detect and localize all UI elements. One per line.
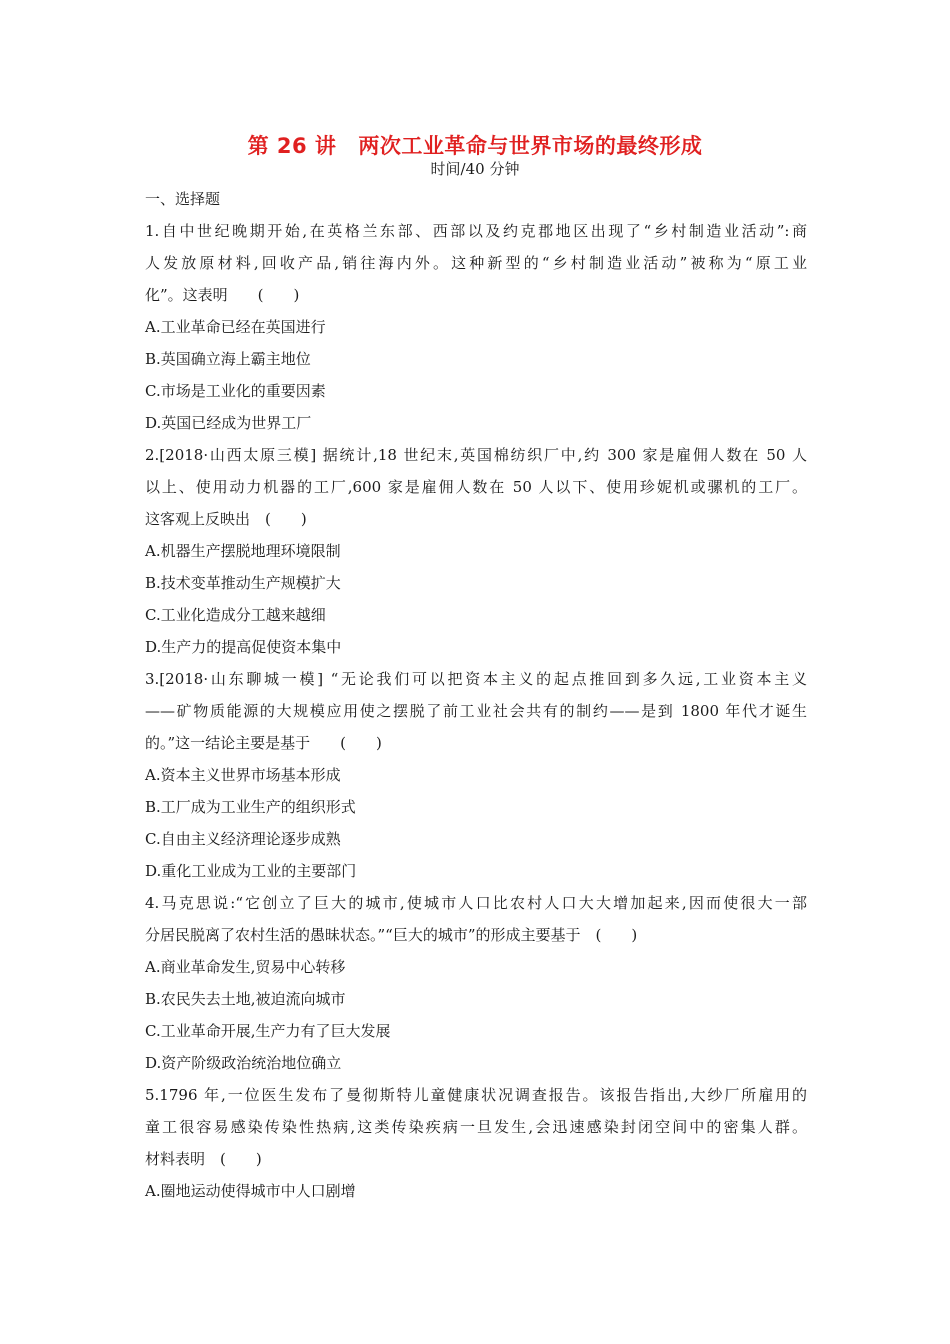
question-2-option-d: D.生产力的提高促使资本集中	[145, 638, 342, 656]
question-5-line-1: 5.1796 年,一位医生发布了曼彻斯特儿童健康状况调查报告。该报告指出,大纱厂所雇用的	[145, 1086, 807, 1104]
question-3-option-c: C.自由主义经济理论逐步成熟	[145, 830, 341, 848]
question-4-option-a: A.商业革命发生,贸易中心转移	[145, 958, 346, 976]
question-3-option-d: D.重化工业成为工业的主要部门	[145, 862, 357, 880]
question-1-line-3: 化”。这表明 ( )	[145, 286, 300, 304]
question-3-line-1: 3.[2018·山东聊城一模] “无论我们可以把资本主义的起点推回到多久远,工业资本主义	[145, 670, 807, 688]
question-5-line-2: 童工很容易感染传染性热病,这类传染疾病一旦发生,会迅速感染封闭空间中的密集人群。	[145, 1118, 807, 1136]
question-2-line-3: 这客观上反映出 ( )	[145, 510, 307, 528]
lecture-title: 两次工业革命与世界市场的最终形成	[358, 134, 703, 158]
question-3-line-3: 的。”这一结论主要是基于 ( )	[145, 734, 382, 752]
question-2-option-b: B.技术变革推动生产规模扩大	[145, 574, 341, 592]
question-2-line-2: 以上、使用动力机器的工厂,600 家是雇佣人数在 50 人以下、使用珍妮机或骡机的工厂。	[145, 478, 807, 496]
question-2-line-1: 2.[2018·山西太原三模] 据统计,18 世纪末,英国棉纺织厂中,约 300 家是雇佣人数在 50 人	[145, 446, 807, 464]
question-3-option-a: A.资本主义世界市场基本形成	[145, 766, 341, 784]
question-5-option-a: A.圈地运动使得城市中人口剧增	[145, 1182, 356, 1200]
question-4-option-c: C.工业革命开展,生产力有了巨大发展	[145, 1022, 391, 1040]
question-4-option-d: D.资产阶级政治统治地位确立	[145, 1054, 342, 1072]
question-2-option-c: C.工业化造成分工越来越细	[145, 606, 326, 624]
question-3-option-b: B.工厂成为工业生产的组织形式	[145, 798, 356, 816]
question-1-option-b: B.英国确立海上霸主地位	[145, 350, 311, 368]
page-title	[0, 130, 950, 160]
question-1-line-1: 1.自中世纪晚期开始,在英格兰东部、西部以及约克郡地区出现了“乡村制造业活动”:商	[145, 222, 807, 240]
question-4-option-b: B.农民失去土地,被迫流向城市	[145, 990, 346, 1008]
question-1-option-a: A.工业革命已经在英国进行	[145, 318, 326, 336]
question-2-option-a: A.机器生产摆脱地理环境限制	[145, 542, 341, 560]
question-4-line-2: 分居民脱离了农村生活的愚昧状态。”“巨大的城市”的形成主要基于 ( )	[145, 926, 638, 944]
question-1-option-d: D.英国已经成为世界工厂	[145, 414, 312, 432]
question-1-option-c: C.市场是工业化的重要因素	[145, 382, 326, 400]
lecture-number: 第 26 讲	[247, 134, 337, 158]
question-3-line-2: ——矿物质能源的大规模应用使之摆脱了前工业社会共有的制约——是到 1800 年代才诞生	[145, 702, 807, 720]
question-4-line-1: 4.马克思说:“它创立了巨大的城市,使城市人口比农村人口大大增加起来,因而使很大一部	[145, 894, 807, 912]
question-1-line-2: 人发放原材料,回收产品,销往海内外。这种新型的“乡村制造业活动”被称为“原工业	[145, 254, 807, 272]
section-heading: 一、选择题	[145, 190, 221, 208]
time-limit: 时间/40 分钟	[430, 160, 520, 178]
question-5-line-3: 材料表明 ( )	[145, 1150, 262, 1168]
